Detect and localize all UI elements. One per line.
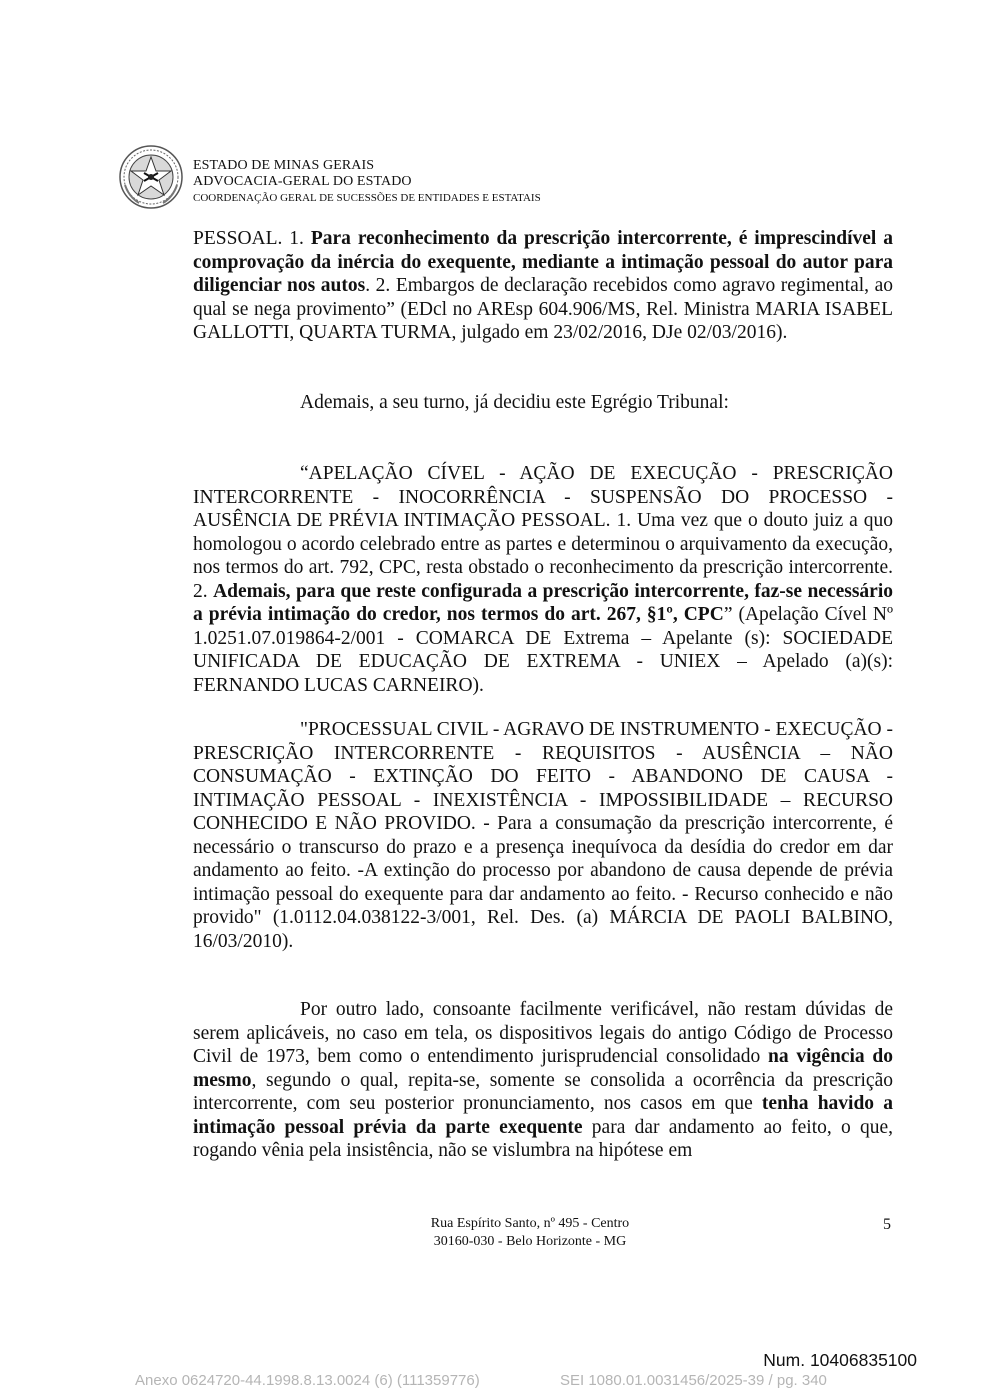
footer-city: 30160-030 - Belo Horizonte - MG <box>433 1234 627 1249</box>
text-run: , segundo o qual, repita-se, somente se consolida a ocorrência da prescrição intercorrente, com seu posterior pronunciamento, nos casos em que <box>193 1069 893 1114</box>
emphasis-text: Ademais, para que reste configurada a prescrição intercorrente, faz-se necessário a prévia intimação do credor, nos termos do art. 267, §1º, CPC <box>193 580 894 625</box>
paragraph-citation-stj <box>193 227 893 345</box>
paragraph-tribunal-intro: Ademais, a seu turno, já decidiu este Egrégio Tribunal: <box>300 391 729 413</box>
footer-address <box>380 1215 680 1251</box>
page-number: 5 <box>883 1216 891 1233</box>
document-body <box>193 227 893 1163</box>
anexo-stamp: Anexo 0624720-44.1998.8.13.0024 (6) (111359776) <box>135 1372 480 1389</box>
header-state: ESTADO DE MINAS GERAIS <box>193 158 375 173</box>
sei-stamp: SEI 1080.01.0031456/2025-39 / pg. 340 <box>560 1372 827 1389</box>
state-seal-icon <box>119 145 183 209</box>
document-header <box>193 158 541 206</box>
paragraph-argument <box>193 998 893 1163</box>
footer-street: Rua Espírito Santo, nº 495 - Centro <box>430 1216 630 1231</box>
paragraph-citation-agravo: "PROCESSUAL CIVIL - AGRAVO DE INSTRUMENTO - EXECUÇÃO - PRESCRIÇÃO INTERCORRENTE - REQUISITOS - AUSÊNCIA – NÃO CONSUMAÇÃO - EXTINÇÃO DO FEITO - ABANDONO DE CAUSA - INTIMAÇÃO PESSOAL - INEXISTÊNCIA - IMPOSSIBILIDADE – RECURSO CONHECIDO E NÃO PROVIDO. - Para a consumação da prescrição intercorrente, é necessário o transcurso do prazo e a presença inequívoca da desídia do credor em dar andamento ao feito. -A extinção do processo por abandono de causa depende de prévia intimação pessoal do exequente para dar andamento ao feito. - Recurso conhecido e não provido" (1.0112.04.038122-3/001, Rel. Des. (a) MÁRCIA DE PAOLI BALBINO, 16/03/2010). <box>193 719 893 952</box>
text-run: para dar andamento ao feito, o que, rogando vênia pela insistência, não se vislumbra na hipótese em <box>193 1116 893 1161</box>
text-run: . 2. Embargos de declaração recebidos como agravo regimental, ao qual se nega provimento” (EDcl no AREsp 604.906/MS, Rel. Ministra MARIA ISABEL GALLOTTI, QUARTA TURMA, julgado em 23/02/2016, DJe 02/03/2016). <box>193 275 893 343</box>
header-agency: ADVOCACIA-GERAL DO ESTADO <box>193 174 412 189</box>
header-department: COORDENAÇÃO GERAL DE SUCESSÕES DE ENTIDADES E ESTATAIS <box>193 192 541 204</box>
emphasis-text: tenha havido a intimação pessoal prévia da parte exequente <box>193 1093 893 1138</box>
emphasis-text: na vigência do mesmo <box>193 1046 893 1091</box>
document-number: Num. 10406835100 <box>763 1350 917 1370</box>
text-run: ” (Apelação Cível Nº 1.0251.07.019864-2/001 - COMARCA DE Extrema – Apelante (s): SOCIEDADE UNIFICADA DE EDUCAÇÃO DE EXTREMA - UNIEX – Apelado (a)(s): FERNANDO LUCAS CARNEIRO). <box>193 604 894 696</box>
text-run: Por outro lado, consoante facilmente verificável, não restam dúvidas de serem aplicáveis, no caso em tela, os dispositivos legais do antigo Código de Processo Civil de 1973, bem como o entendimento jurisprudencial consolidado <box>193 999 893 1067</box>
emphasis-text: Para reconhecimento da prescrição intercorrente, é imprescindível a comprovação da inércia do exequente, mediante a intimação pessoal do autor para diligenciar nos autos <box>193 228 894 296</box>
paragraph-citation-apelacao <box>193 462 893 697</box>
text-run: “APELAÇÃO CÍVEL - AÇÃO DE EXECUÇÃO - PRESCRIÇÃO INTERCORRENTE - INOCORRÊNCIA - SUSPENSÃO DO PROCESSO - AUSÊNCIA DE PRÉVIA INTIMAÇÃO PESSOAL. 1. Uma vez que o douto juiz a quo homologou o acordo celebrado entre as partes e determinou o arquivamento da execução, nos termos do art. 792, CPC, resta obstado o reconhecimento da prescrição intercorrente. 2. <box>193 463 893 602</box>
text-run: PESSOAL. 1. <box>193 228 311 249</box>
